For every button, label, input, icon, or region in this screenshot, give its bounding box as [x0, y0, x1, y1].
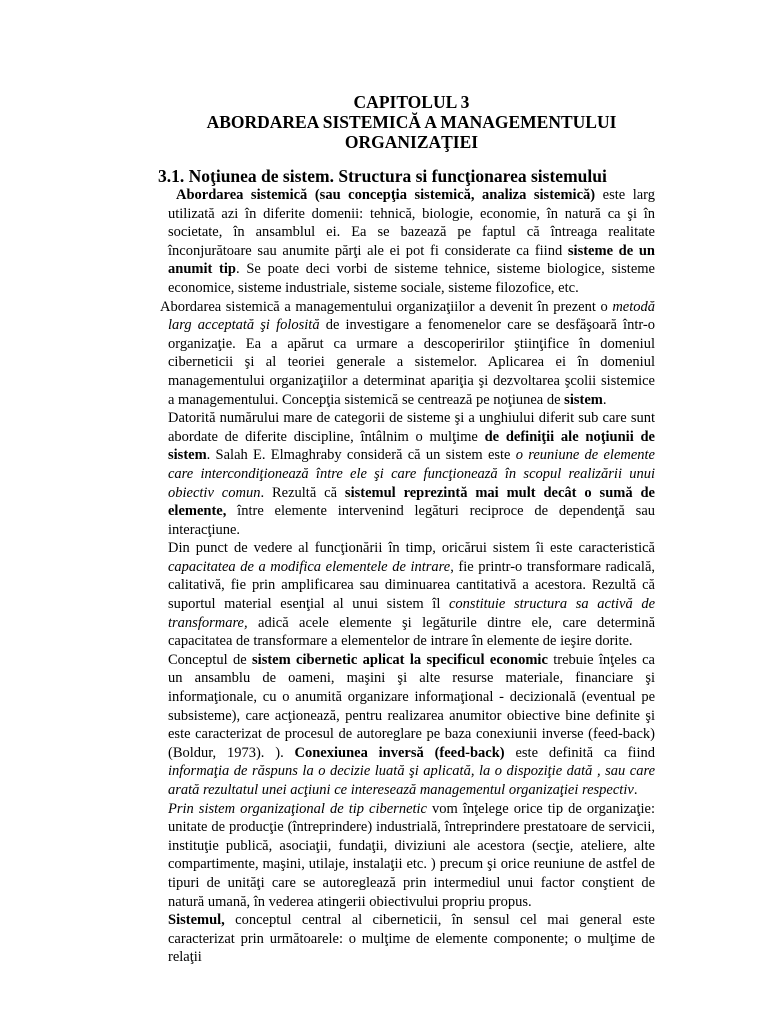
- paragraph-4-italic-2: constituie structura sa activă de transformare,: [168, 596, 656, 631]
- paragraph-5-text-3: este definită ca fiind: [504, 744, 655, 761]
- paragraph-4-italic-1: capacitatea de a modifica elementele de intrare: [168, 558, 451, 575]
- paragraph-5: [168, 651, 655, 800]
- paragraph-2-text-1: Abordarea sistemică a managementului organizaţiilor a devenit în prezent o: [160, 298, 613, 315]
- paragraph-3-text-2: . Salah E. Elmaghraby consideră că un sistem este: [206, 447, 516, 464]
- paragraph-1-text-1: este larg utilizată azi în diferite domenii: tehnică, biologie, economie, în natură ca şi în societate, în ansamblul ei. Ea se bazează pe faptul că întreaga realitate înconjurătoare sau anumite părţi ale ei pot fi considerate ca fiind: [168, 187, 655, 259]
- paragraph-2-bold-1: sistem: [564, 391, 603, 408]
- paragraph-5-bold-2: Conexiunea inversă (feed-back): [294, 744, 505, 761]
- paragraph-6-italic-1: Prin sistem organizaţional de tip cibernetic: [168, 800, 427, 817]
- chapter-title-line2: ORGANIZAŢIEI: [344, 132, 479, 152]
- chapter-label: CAPITOLUL 3: [353, 92, 470, 112]
- paragraph-3: [168, 409, 655, 539]
- paragraph-3-text-4: între elemente intervenind legături reciproce de dependenţă sau interacţiune.: [168, 503, 655, 538]
- paragraph-1: [168, 186, 655, 298]
- paragraph-5-text-4: .: [633, 782, 638, 798]
- paragraph-6-text-1: vom înţelege orice tip de organizaţie: unitate de producţie (întreprindere) industrială, întreprindere prestatoare de servicii, instituţie publică, asociaţii, fundaţii, diviziuni ale acestora (secţie, ateliere, alte compartimente, maşini, utilaje, instalaţii etc. ) precum şi orice reuniune de astfel de tipuri de unităţi care se autoreglează prin intermediul unui factor conştient de natură umană, în vederea atingerii obiectivului propriu propus.: [168, 800, 655, 910]
- paragraph-7-bold-1: Sistemul,: [168, 912, 225, 929]
- paragraph-5-text-2: trebuie înţeles ca un ansamblu de oameni, maşini şi alte resurse materiale, financiare şi informaţionale, cu o anumită organizare informaţional - decizională (eventual pe subsisteme), care acţionează, pentru realizarea anumitor obiective bine definite şi este caracterizat de procesul de autoreglare pe baza conexiunii inverse (feed-back) (Boldur, 1973). ).: [168, 651, 655, 761]
- paragraph-1-text-2: . Se poate deci vorbi de sisteme tehnice, sisteme biologice, sisteme economice, sisteme industriale, sisteme sociale, sisteme filozofice, etc.: [168, 261, 655, 296]
- paragraph-3-italic-1: o reuniune de elemente care intercondiţionează între ele şi care funcţionează în scopul realizării unui obiectiv comun: [168, 447, 655, 501]
- paragraph-4: [168, 539, 655, 651]
- paragraph-3-text-3: . Rezultă că: [260, 484, 345, 501]
- paragraph-5-italic-1: informaţia de răspuns la o decizie luată şi aplicată, la o dispoziţie dată , sau care arată rezultatul unei acţiuni ce interesează managementul organizaţiei respectiv: [168, 763, 655, 798]
- paragraph-3-text-1: Datorită numărului mare de categorii de sisteme şi a unghiului diferit sub care sunt abordate de diferite discipline, întâlnim o mulţime: [168, 410, 655, 445]
- body-text: [160, 186, 656, 967]
- paragraph-2: [160, 298, 655, 410]
- paragraph-7: [168, 911, 655, 967]
- paragraph-4-text-3: adică acele elemente şi legăturile dintre ele, care determină capacitatea de transformare a elementelor de intrare în elemente de ieşire dorite.: [168, 614, 655, 650]
- section-title: 3.1. Noţiunea de sistem. Structura si funcţionarea sistemului: [158, 166, 607, 186]
- paragraph-5-text-1: Conceptul de: [168, 651, 253, 668]
- paragraph-4-text-1: Din punct de vedere al funcţionării în timp, oricărui sistem îi este caracteristică: [168, 540, 655, 557]
- paragraph-7-text-1: conceptul central al ciberneticii, în sensul cel mai general este caracterizat prin următoarele: o mulţime de elemente componente; o mulţime de relaţii: [168, 912, 655, 966]
- paragraph-2-italic-1: metodă larg acceptată şi folosită: [168, 298, 655, 334]
- paragraph-1-bold-1: Abordarea sistemică (sau concepţia sistemică, analiza sistemică): [176, 187, 596, 203]
- paragraph-2-text-2: de investigare a fenomenelor care se desfăşoară într-o organizaţie. Ea a apărut ca urmare a descoperirilor ştiinţifice în domeniul ciberneticii şi al teoriei generale a sistemelor. Aplicarea ei în domeniul managementului organizaţiilor a determinat apariţia şi dezvoltarea şcolii sistemice a managementului. Concepţia sistemică se centrează pe noţiunea de: [168, 317, 655, 408]
- paragraph-2-text-3: .: [602, 391, 607, 408]
- document-page: [158, 92, 656, 967]
- paragraph-3-bold-2: sistemul reprezintă mai mult decât o sumă de elemente,: [168, 484, 655, 520]
- paragraph-3-bold-1: de definiţii ale noţiunii de sistem: [168, 428, 655, 464]
- paragraph-4-text-2: , fie printr-o transformare radicală, calitativă, fie prin amplificarea sau diminuarea cantitativă a acestora. Rezultă că suportul material esenţial al unui sistem îl: [168, 558, 656, 613]
- paragraph-5-bold-1: sistem cibernetic aplicat la specificul economic: [252, 651, 548, 668]
- paragraph-1-bold-2: sisteme de un anumit tip: [168, 242, 655, 278]
- paragraph-6: [168, 800, 655, 912]
- chapter-title-line1: ABORDAREA SISTEMICĂ A MANAGEMENTULUI: [206, 112, 617, 132]
